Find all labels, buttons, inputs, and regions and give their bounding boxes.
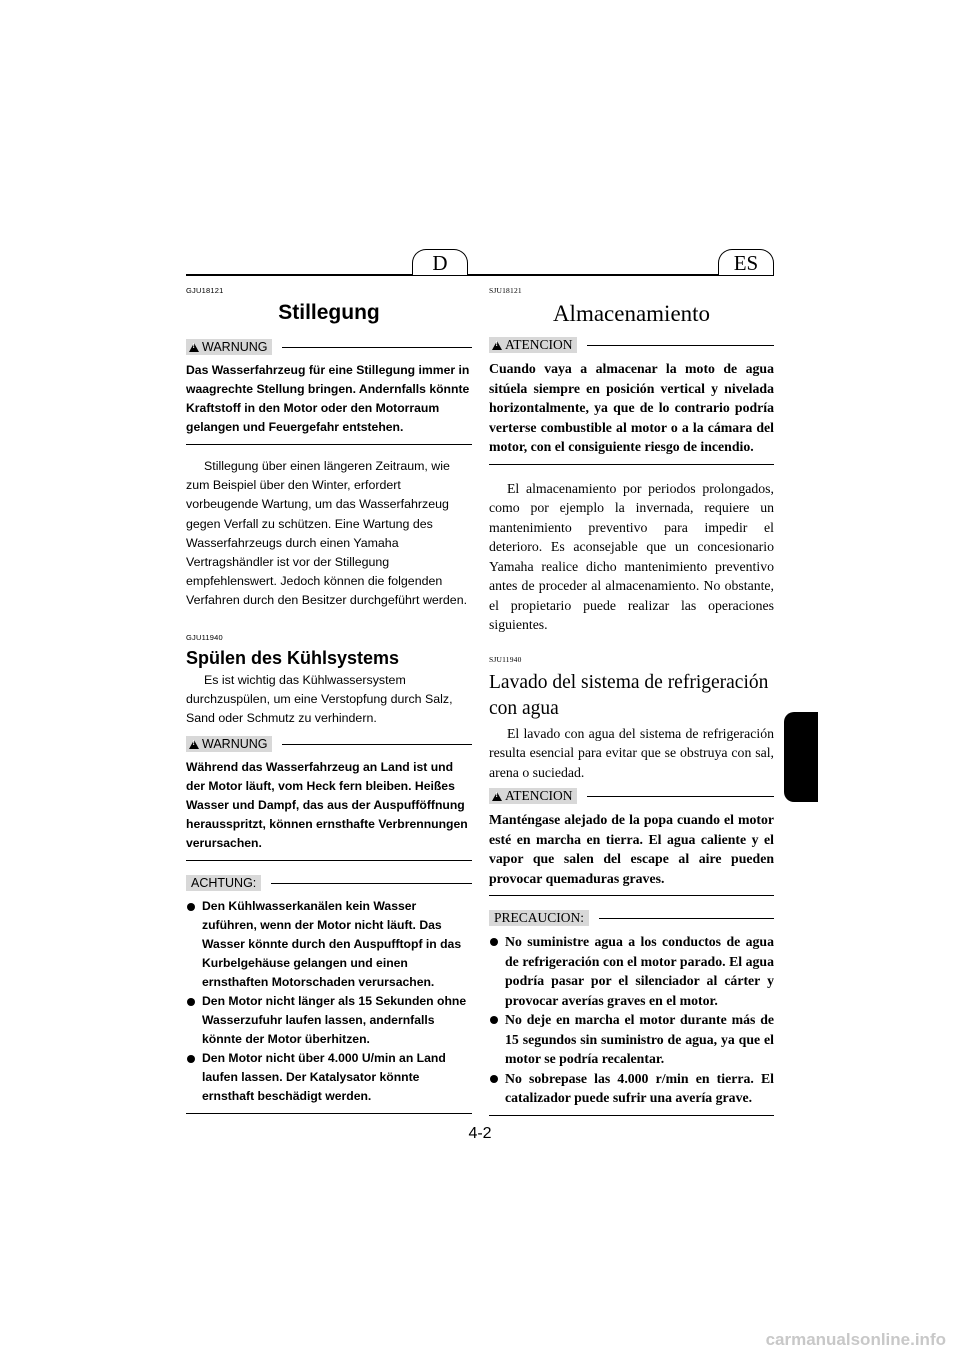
divider xyxy=(587,345,775,346)
divider xyxy=(587,796,775,797)
page-title: Almacenamiento xyxy=(552,301,711,326)
column-german xyxy=(186,286,472,1114)
divider xyxy=(599,918,774,919)
divider xyxy=(282,347,472,348)
caution-list xyxy=(186,897,472,1114)
caution-badge: PRECAUCION: xyxy=(489,910,589,926)
warning-triangle-icon xyxy=(492,792,502,801)
caution-header xyxy=(489,910,774,926)
watermark: carmanualsonline.info xyxy=(765,1330,946,1349)
warning-triangle-icon xyxy=(189,740,199,749)
warning-text: Während das Wasserfahrzeug an Land ist und der Motor läuft, vom Heck fern bleiben. Heißes Wasser und Dampf, das aus der Auspufföffnung herausspritzt, können ernsthafte Verbrennungen verursachen. xyxy=(186,758,472,861)
list-item: Den Motor nicht länger als 15 Sekunden ohne Wasserzufuhr laufen lassen, andernfalls könnte der Motor überhitzen. xyxy=(186,992,472,1049)
paragraph: Es ist wichtig das Kühlwassersystem durchzuspülen, um eine Verstopfung durch Salz, Sand oder Schmutz zu verhindern. xyxy=(186,672,453,726)
warning-badge xyxy=(489,337,577,353)
warning-text: Manténgase alejado de la popa cuando el motor esté en marcha en tierra. El agua caliente y el vapor que salen del escape al aire pueden provocar quemaduras graves. xyxy=(489,810,774,896)
warning-badge xyxy=(489,788,577,804)
warning-text: Das Wasserfahrzeug für eine Stillegung immer in waagrechte Stellung bringen. Andernfalls könnte Kraftstoff in den Motor oder den Motorraum gelangen und Feuergefahr entstehen. xyxy=(186,361,472,445)
list-item: Den Kühlwasserkanälen kein Wasser zuführen, wenn der Motor nicht läuft. Das Wasser könnte durch den Auspufftopf in das Kurbelgehäuse gelangen und einen ernsthaften Motorschaden verursachen. xyxy=(186,897,472,992)
warning-triangle-icon xyxy=(492,341,502,350)
section-code: GJU18121 xyxy=(186,286,224,295)
warning-badge xyxy=(186,736,272,752)
warning-header xyxy=(489,337,774,353)
warning-text: Cuando vaya a almacenar la moto de agua sitúela siempre en posición vertical y nivelada horizontalmente, ya que de lo contrario podría verterse combustible al motor o a la cámara del motor, con el consiguiente riesgo de incendio. xyxy=(489,359,774,465)
section-code: SJU11940 xyxy=(489,654,522,664)
list-item: No sobrepase las 4.000 r/min en tierra. El catalizador puede sufrir una avería grave. xyxy=(489,1069,774,1108)
language-tab-es: ES xyxy=(718,249,774,275)
caution-header xyxy=(186,875,472,891)
caution-list xyxy=(489,932,774,1116)
header-rule xyxy=(186,274,774,276)
warning-label: WARNUNG xyxy=(202,340,268,354)
column-spanish xyxy=(489,286,774,1116)
divider xyxy=(282,744,472,745)
warning-label: WARNUNG xyxy=(202,737,268,752)
list-item: No deje en marcha el motor durante más de 15 segundos sin suministro de agua, ya que el motor se podría recalentar. xyxy=(489,1010,774,1069)
warning-header xyxy=(489,788,774,804)
list-item: No suministre agua a los conductos de agua de refrigeración con el motor parado. El agua podría pasar por el silenciador al cárter y provocar averías graves en el motor. xyxy=(489,932,774,1010)
language-tab-de: D xyxy=(412,249,468,275)
page-number: 4-2 xyxy=(468,1125,492,1142)
section-heading: Lavado del sistema de refrigeración con agua xyxy=(489,671,769,719)
warning-header xyxy=(186,339,472,355)
warning-label: ATENCION xyxy=(505,337,573,352)
divider xyxy=(271,883,472,884)
warning-label: ATENCION xyxy=(505,788,573,803)
list-item: Den Motor nicht über 4.000 U/min an Land laufen lassen. Der Katalysator könnte ernsthaft beschädigt werden. xyxy=(186,1049,472,1106)
section-code: GJU11940 xyxy=(186,632,223,642)
caution-badge: ACHTUNG: xyxy=(186,875,261,891)
warning-triangle-icon xyxy=(189,343,199,352)
warning-header xyxy=(186,736,472,752)
section-heading: Spülen des Kühlsystems xyxy=(186,647,400,668)
section-code: SJU18121 xyxy=(489,286,522,295)
warning-badge xyxy=(186,339,272,355)
paragraph: El lavado con agua del sistema de refrigeración resulta esencial para evitar que se obstruya con sal, arena o suciedad. xyxy=(489,725,774,780)
paragraph: El almacenamiento por periodos prolongados, como por ejemplo la invernada, requiere un mantenimiento preventivo para impedir el deterioro. Es aconsejable que un concesionario Yamaha realice dicho mantenimiento preventivo antes de proceder al almacenamiento. No obstante, el propietario puede realizar las operaciones siguientes. xyxy=(489,480,774,632)
page-title: Stillegung xyxy=(278,301,380,324)
chapter-tab xyxy=(784,712,818,802)
paragraph: Stillegung über einen längeren Zeitraum, wie zum Beispiel über den Winter, erfordert vorbeugende Wartung, um das Wasserfahrzeug gegen Verfall zu schützen. Eine Wartung des Wasserfahrzeugs durch einen Yamaha Vertragshändler ist vor der Stillegung empfehlenswert. Jedoch können die folgenden Verfahren durch den Besitzer durchgeführt werden. xyxy=(186,459,468,608)
